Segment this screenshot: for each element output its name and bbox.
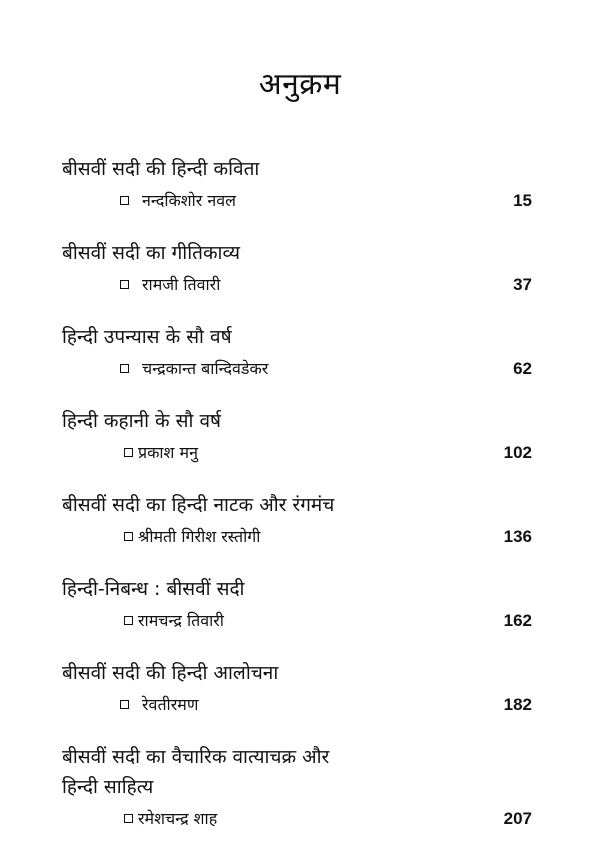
toc-entry <box>62 406 532 490</box>
entry-author: रमेशचन्द्र शाह <box>138 809 218 828</box>
entry-page-number: 62 <box>513 359 532 378</box>
toc-entry <box>62 658 532 742</box>
checkbox-bullet-icon <box>120 364 129 373</box>
checkbox-bullet-icon <box>124 616 133 625</box>
entry-author: श्रीमती गिरीश रस्तोगी <box>138 527 261 546</box>
toc-entry <box>62 154 532 238</box>
entry-author: रामजी तिवारी <box>142 275 221 294</box>
entry-author-row <box>62 352 532 386</box>
entry-author: रामचन्द्र तिवारी <box>138 611 224 630</box>
entry-title: बीसवीं सदी की हिन्दी कविता <box>62 158 260 180</box>
entry-page-number: 15 <box>513 191 532 210</box>
entry-author: प्रकाश मनु <box>138 443 198 462</box>
toc-entry <box>62 322 532 406</box>
entry-author-row <box>62 268 532 302</box>
checkbox-bullet-icon <box>124 814 133 823</box>
checkbox-bullet-icon <box>120 196 129 205</box>
entry-author-row <box>62 436 532 470</box>
toc-entry <box>62 490 532 574</box>
entry-page-number: 207 <box>503 809 532 828</box>
entry-title: हिन्दी कहानी के सौ वर्ष <box>62 410 222 432</box>
checkbox-bullet-icon <box>124 448 133 457</box>
page-title: अनुक्रम <box>258 67 342 102</box>
entry-author-row <box>62 520 532 554</box>
entry-author: नन्दकिशोर नवल <box>142 191 237 210</box>
entry-author-row <box>62 604 532 638</box>
checkbox-bullet-icon <box>120 700 129 709</box>
toc-entry <box>62 574 532 658</box>
entry-author-row <box>62 184 532 218</box>
table-of-contents <box>62 154 532 852</box>
entry-page-number: 136 <box>503 527 532 546</box>
entry-page-number: 37 <box>513 275 532 294</box>
entry-author-row <box>62 802 532 836</box>
entry-title: बीसवीं सदी का हिन्दी नाटक और रंगमंच <box>62 494 335 516</box>
entry-page-number: 182 <box>503 695 532 714</box>
entry-page-number: 102 <box>503 443 532 462</box>
entry-title: बीसवीं सदी का गीतिकाव्य <box>62 242 240 264</box>
entry-title: बीसवीं सदी की हिन्दी आलोचना <box>62 662 279 684</box>
entry-title-continued: हिन्दी साहित्य <box>62 776 154 798</box>
toc-entry <box>62 238 532 322</box>
checkbox-bullet-icon <box>120 280 129 289</box>
entry-author: चन्द्रकान्त बान्दिवडेकर <box>142 359 269 378</box>
entry-title: हिन्दी उपन्यास के सौ वर्ष <box>62 326 232 348</box>
entry-title: हिन्दी-निबन्ध : बीसवीं सदी <box>62 578 245 600</box>
checkbox-bullet-icon <box>124 532 133 541</box>
entry-author-row <box>62 688 532 722</box>
entry-page-number: 162 <box>503 611 532 630</box>
toc-entry <box>62 742 532 852</box>
entry-author: रेवतीरमण <box>142 695 199 714</box>
entry-title: बीसवीं सदी का वैचारिक वात्याचक्र और <box>62 746 330 768</box>
